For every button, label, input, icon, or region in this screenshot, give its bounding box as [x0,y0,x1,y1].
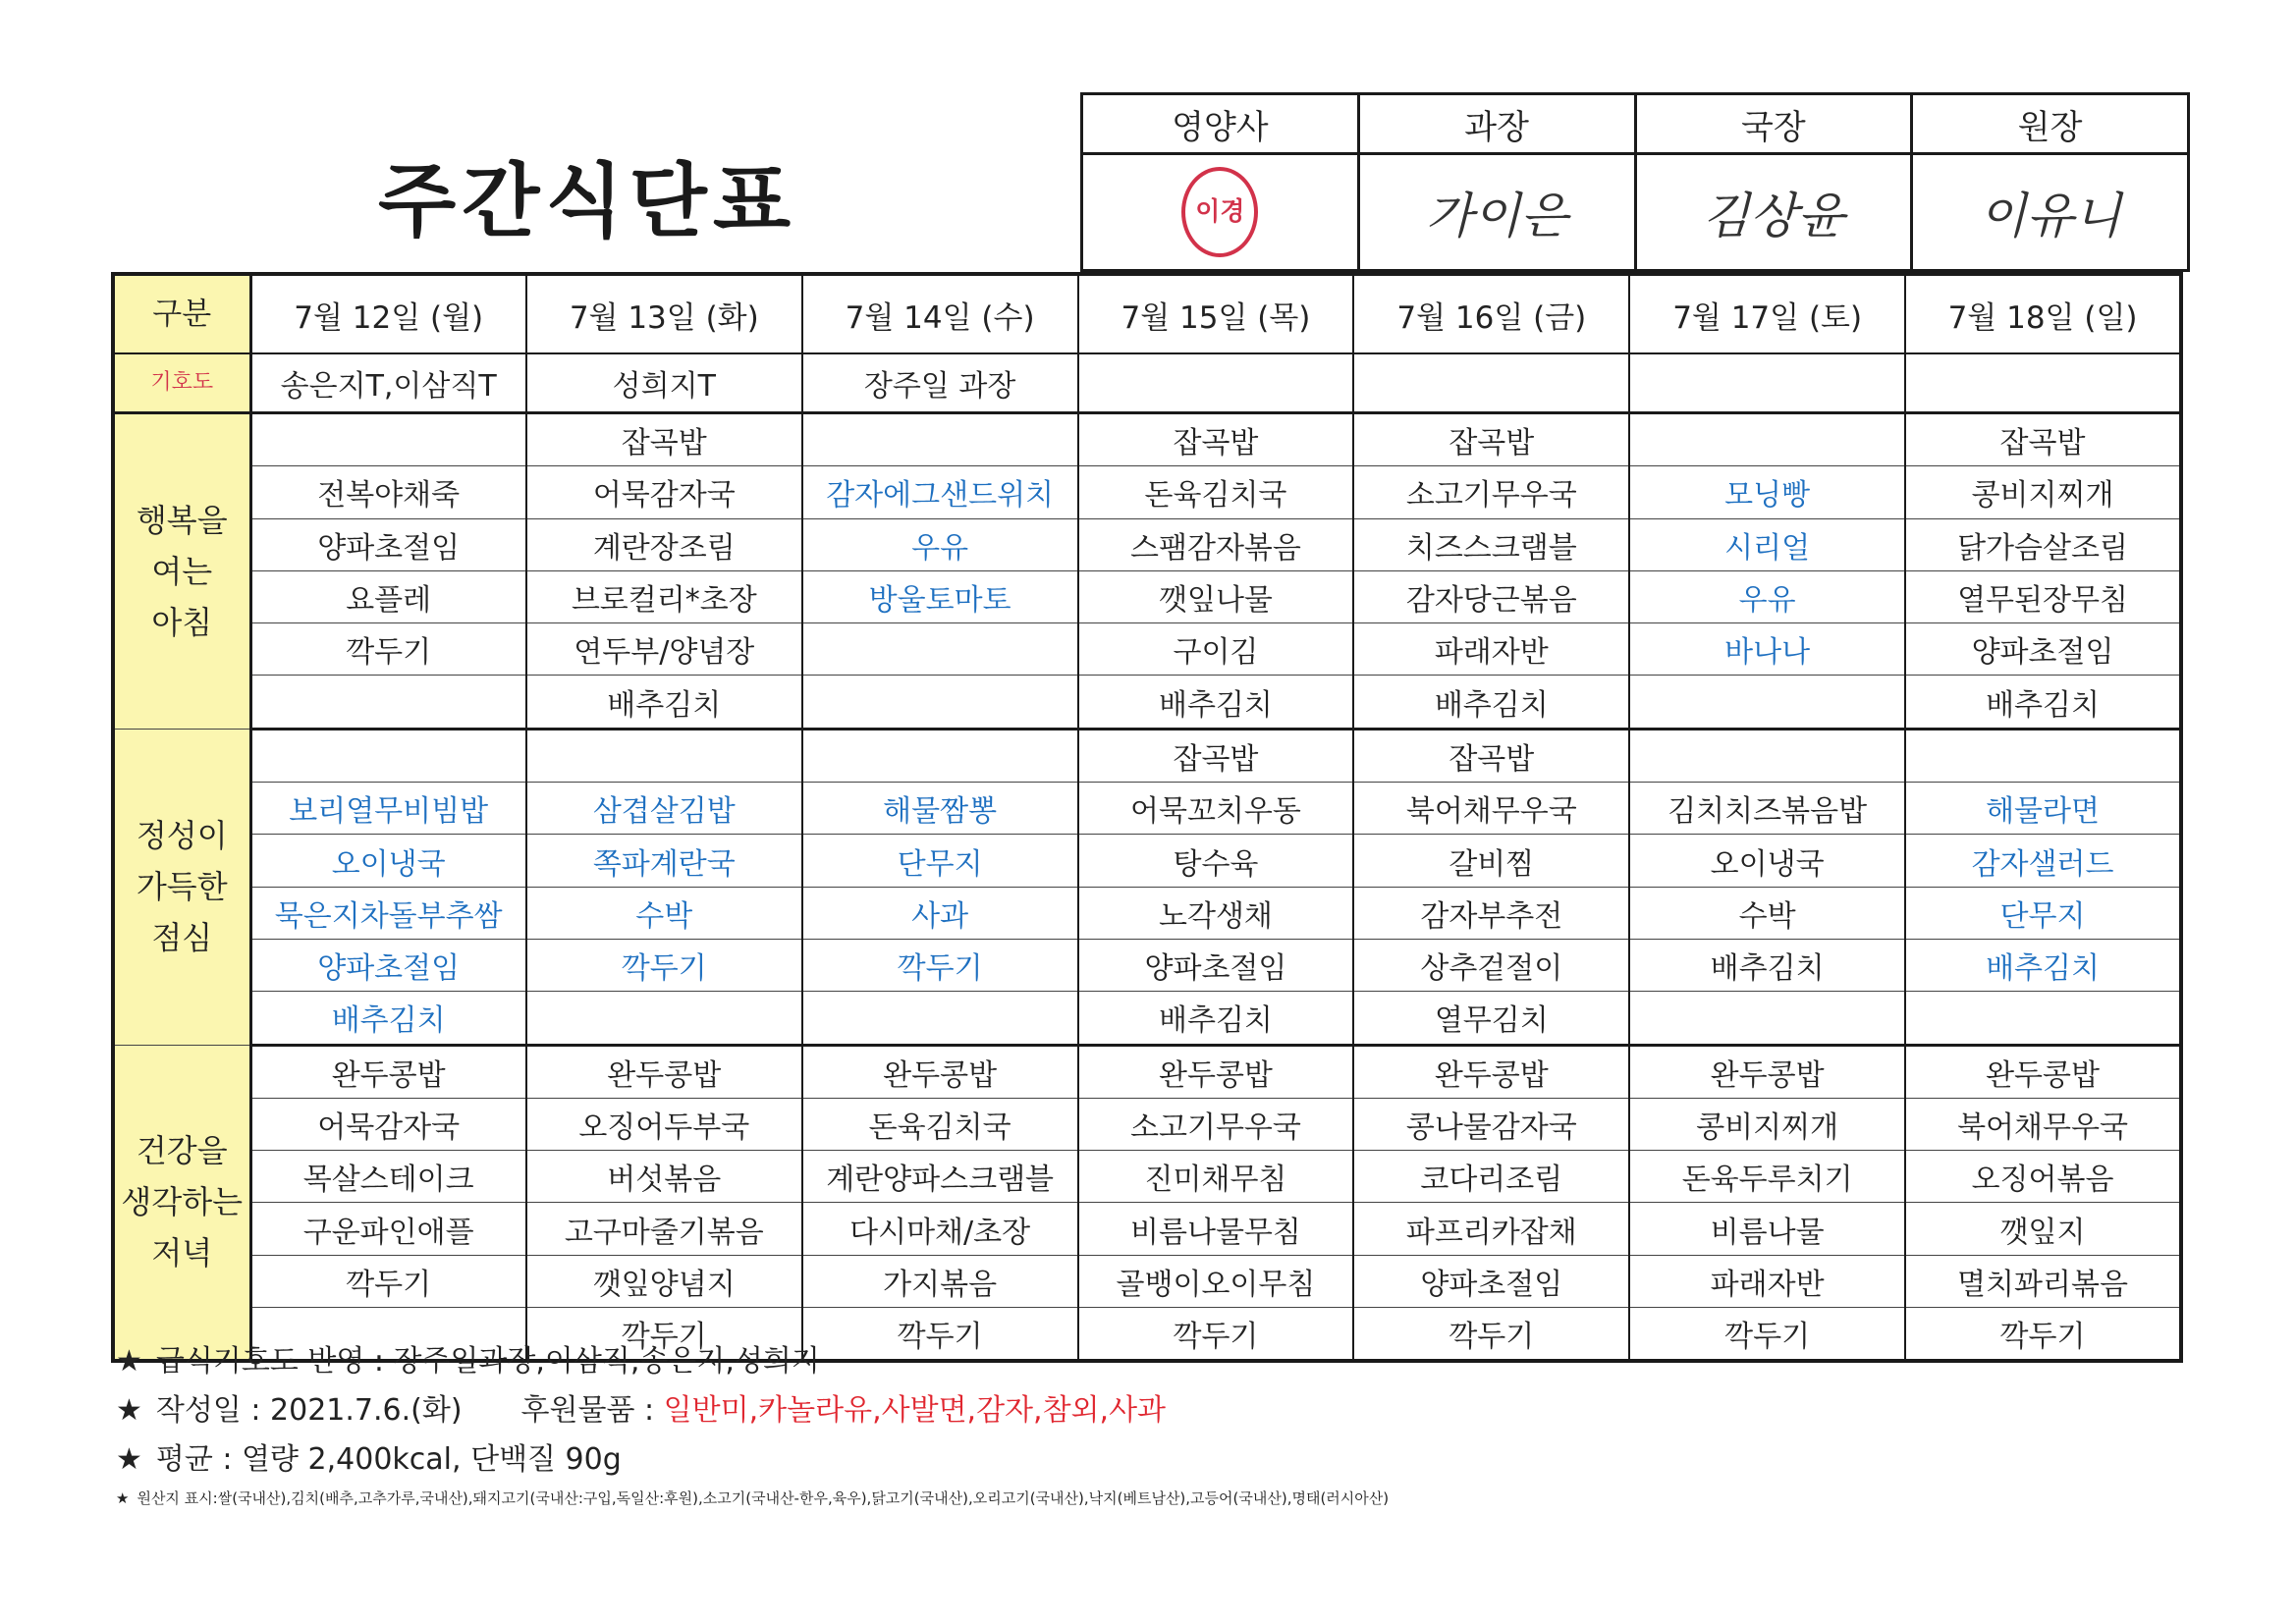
menu-item: 해물라면 [1905,783,2181,835]
breakfast-row [113,623,2181,676]
menu-item: 해물짬뽕 [802,783,1078,835]
menu-item: 오이냉국 [1629,835,1905,887]
menu-item: 배추김치 [1078,676,1354,729]
dinner-label-line: 생각하는 [121,1183,244,1221]
menu-item: 쪽파계란국 [526,835,802,887]
menu-item: 깍두기 [802,1308,1078,1362]
menu-item: 소고기무우국 [1353,466,1629,518]
notes [116,1337,1166,1485]
menu-item: 방울토마토 [802,570,1078,622]
menu-item: 어묵꼬치우동 [1078,783,1354,835]
star-icon: ★ [116,1393,142,1428]
lunch-label-line: 점심 [151,919,213,957]
menu-item: 완두콩밥 [1629,1045,1905,1098]
preference-cell: 송은지T,이삼직T [250,353,526,413]
menu-item: 오징어볶음 [1905,1151,2181,1203]
dinner-label-line: 건강을 [136,1132,228,1170]
menu-item: 계란장조림 [526,518,802,570]
preference-cell: 장주일 과장 [802,353,1078,413]
menu-item: 배추김치 [1629,939,1905,991]
menu-item [1629,992,1905,1045]
menu-item: 모닝빵 [1629,466,1905,518]
star-icon: ★ [116,1489,130,1507]
menu-item: 수박 [526,887,802,939]
menu-item: 어묵감자국 [250,1098,526,1150]
lunch-row [113,992,2181,1045]
menu-item: 가지볶음 [802,1255,1078,1307]
menu-item: 감자에그샌드위치 [802,466,1078,518]
note-preference [116,1337,1166,1386]
menu-item: 파프리카잡채 [1353,1203,1629,1255]
origin-note [116,1488,1389,1508]
menu-item [802,676,1078,729]
menu-item: 배추김치 [1905,939,2181,991]
menu-item [802,992,1078,1045]
preference-cell [1353,353,1629,413]
menu-item: 깻잎양념지 [526,1255,802,1307]
day-header: 7월 16일 (금) [1353,274,1629,353]
menu-item: 김치치즈볶음밥 [1629,783,1905,835]
dinner-row [113,1045,2181,1098]
menu-item: 배추김치 [250,992,526,1045]
menu-item: 콩나물감자국 [1353,1098,1629,1150]
preference-label: 기호도 [113,353,250,413]
menu-item [1629,676,1905,729]
menu-item: 깻잎나물 [1078,570,1354,622]
menu-item [802,729,1078,782]
menu-item: 깍두기 [1078,1308,1354,1362]
menu-item: 돈육김치국 [802,1098,1078,1150]
menu-item: 사과 [802,887,1078,939]
menu-item: 잡곡밥 [1905,413,2181,466]
star-icon: ★ [116,1344,142,1379]
menu-item: 수박 [1629,887,1905,939]
signature-scribble: 김상윤 [1702,188,1845,244]
menu-item: 완두콩밥 [526,1045,802,1098]
lunch-row [113,887,2181,939]
menu-item: 콩비지찌개 [1629,1098,1905,1150]
menu-item: 비름나물 [1629,1203,1905,1255]
menu-item: 탕수육 [1078,835,1354,887]
menu-item: 양파초절임 [1905,623,2181,676]
preference-cell [1629,353,1905,413]
category-header: 구분 [113,274,250,353]
dinner-row [113,1203,2181,1255]
menu-item [250,676,526,729]
lunch-row [113,835,2181,887]
menu-item: 파래자반 [1629,1255,1905,1307]
menu-item: 감자샐러드 [1905,835,2181,887]
menu-item [250,729,526,782]
menu-item: 잡곡밥 [1353,413,1629,466]
menu-item: 목살스테이크 [250,1151,526,1203]
menu-item: 깍두기 [526,939,802,991]
menu-item: 감자당근볶음 [1353,570,1629,622]
menu-item: 완두콩밥 [250,1045,526,1098]
menu-item: 감자부추전 [1353,887,1629,939]
menu-item: 북어채무우국 [1353,783,1629,835]
lunch-label [113,729,250,1045]
menu-item: 양파초절임 [1353,1255,1629,1307]
menu-item: 연두부/양념장 [526,623,802,676]
menu-item: 깍두기 [1905,1308,2181,1362]
lunch-label-line: 정성이 [136,817,228,855]
approval-role-manager: 과장 [1358,94,1635,154]
menu-item: 깍두기 [802,939,1078,991]
menu-item: 배추김치 [526,676,802,729]
note-average [116,1435,1166,1485]
menu-item: 우유 [1629,570,1905,622]
preference-cell [1905,353,2181,413]
nutritionist-seal [1082,154,1359,271]
menu-item: 묵은지차돌부추쌈 [250,887,526,939]
menu-item: 요플레 [250,570,526,622]
menu-item: 구이김 [1078,623,1354,676]
menu-item: 버섯볶음 [526,1151,802,1203]
signature-scribble: 가이은 [1425,188,1568,244]
preference-cell [1078,353,1354,413]
page-title: 주간식단표 [378,155,797,248]
approval-role-director: 국장 [1635,94,1912,154]
menu-item: 북어채무우국 [1905,1098,2181,1150]
menu-item: 진미채무침 [1078,1151,1354,1203]
menu-item: 깻잎지 [1905,1203,2181,1255]
day-header: 7월 18일 (일) [1905,274,2181,353]
weekly-menu-table [111,272,2183,1363]
menu-item: 돈육김치국 [1078,466,1354,518]
lunch-row [113,783,2181,835]
menu-item: 깍두기 [1629,1308,1905,1362]
menu-item: 스팸감자볶음 [1078,518,1354,570]
breakfast-row [113,518,2181,570]
menu-item: 열무된장무침 [1905,570,2181,622]
breakfast-row [113,570,2181,622]
menu-item: 깍두기 [250,623,526,676]
menu-item: 삼겹살김밥 [526,783,802,835]
day-header: 7월 12일 (월) [250,274,526,353]
menu-item: 오이냉국 [250,835,526,887]
seal-stamp: 이경 [1181,167,1258,257]
menu-item [250,413,526,466]
menu-item: 계란양파스크램블 [802,1151,1078,1203]
dinner-row [113,1098,2181,1150]
breakfast-label [113,413,250,730]
menu-item: 갈비찜 [1353,835,1629,887]
preference-cell: 성희지T [526,353,802,413]
day-header: 7월 14일 (수) [802,274,1078,353]
menu-item [526,992,802,1045]
header-row [113,274,2181,353]
signature-scribble: 이유니 [1979,188,2122,244]
breakfast-label-line: 여는 [151,552,213,590]
menu-item: 고구마줄기볶음 [526,1203,802,1255]
date-label: 작성일 : 2021.7.6.(화) [155,1393,463,1428]
lunch-row [113,729,2181,782]
menu-item: 어묵감자국 [526,466,802,518]
menu-item: 양파초절임 [250,518,526,570]
menu-item: 노각생채 [1078,887,1354,939]
breakfast-row [113,466,2181,518]
menu-item: 완두콩밥 [802,1045,1078,1098]
menu-item: 시리얼 [1629,518,1905,570]
breakfast-label-line: 아침 [151,603,213,641]
menu-item: 단무지 [1905,887,2181,939]
donation-label: 후원물품 : [520,1393,655,1428]
menu-item: 돈육두루치기 [1629,1151,1905,1203]
menu-item [1905,729,2181,782]
approval-role-nutritionist: 영양사 [1082,94,1359,154]
menu-item: 깍두기 [1353,1308,1629,1362]
head-signature [1912,154,2189,271]
note-date [116,1386,1166,1435]
menu-item: 잡곡밥 [526,413,802,466]
preference-note: 급식기호도 반영 : 장주일과장,이삼직,송은지,성희지 [155,1344,820,1379]
approval-box [1080,92,2190,272]
menu-item: 배추김치 [1078,992,1354,1045]
menu-item: 단무지 [802,835,1078,887]
day-header: 7월 17일 (토) [1629,274,1905,353]
menu-item: 파래자반 [1353,623,1629,676]
menu-item: 오징어두부국 [526,1098,802,1150]
menu-item: 닭가슴살조림 [1905,518,2181,570]
menu-item [1629,729,1905,782]
menu-item: 멸치꽈리볶음 [1905,1255,2181,1307]
menu-item: 잡곡밥 [1078,413,1354,466]
lunch-row [113,939,2181,991]
menu-item: 우유 [802,518,1078,570]
menu-item: 소고기무우국 [1078,1098,1354,1150]
menu-item: 콩비지찌개 [1905,466,2181,518]
menu-item: 양파초절임 [1078,939,1354,991]
menu-item [802,413,1078,466]
menu-item: 완두콩밥 [1905,1045,2181,1098]
dinner-label-line: 저녁 [151,1234,213,1272]
approval-role-head: 원장 [1912,94,2189,154]
menu-item: 다시마채/초장 [802,1203,1078,1255]
dinner-label [113,1045,250,1361]
manager-signature [1358,154,1635,271]
menu-item: 전복야채죽 [250,466,526,518]
menu-item: 코다리조림 [1353,1151,1629,1203]
star-icon: ★ [116,1442,142,1477]
menu-item: 배추김치 [1905,676,2181,729]
average-nutrition: 평균 : 열량 2,400kcal, 단백질 90g [155,1442,622,1477]
menu-item: 잡곡밥 [1078,729,1354,782]
day-header: 7월 13일 (화) [526,274,802,353]
dinner-row [113,1255,2181,1307]
donation-items: 일반미,카놀라유,사발면,감자,참외,사과 [663,1393,1167,1428]
menu-item: 브로컬리*초장 [526,570,802,622]
menu-item: 배추김치 [1353,676,1629,729]
menu-item [802,623,1078,676]
director-signature [1635,154,1912,271]
menu-item: 골뱅이오이무침 [1078,1255,1354,1307]
menu-item: 완두콩밥 [1078,1045,1354,1098]
menu-item [526,729,802,782]
menu-item [1905,992,2181,1045]
menu-item: 잡곡밥 [1353,729,1629,782]
menu-item [1629,413,1905,466]
menu-item: 깍두기 [526,1308,802,1362]
menu-item: 열무김치 [1353,992,1629,1045]
menu-item: 양파초절임 [250,939,526,991]
origin-text: 원산지 표시:쌀(국내산),김치(배추,고추가루,국내산),돼지고기(국내산:구입,독일산:후원),소고기(국내산-한우,육우),닭고기(국내산),오리고기(국내산),낙지(베트남산),고등어(국내산),명태(러시아산) [137,1489,1390,1507]
dinner-row [113,1151,2181,1203]
lunch-label-line: 가득한 [136,868,228,906]
menu-item: 깍두기 [250,1255,526,1307]
breakfast-label-line: 행복을 [136,501,228,539]
breakfast-row [113,676,2181,729]
menu-item: 바나나 [1629,623,1905,676]
breakfast-row [113,413,2181,466]
preference-row [113,353,2181,413]
menu-item: 구운파인애플 [250,1203,526,1255]
menu-item: 보리열무비빔밥 [250,783,526,835]
menu-item: 상추겉절이 [1353,939,1629,991]
menu-item: 비름나물무침 [1078,1203,1354,1255]
menu-item: 완두콩밥 [1353,1045,1629,1098]
menu-item: 치즈스크램블 [1353,518,1629,570]
day-header: 7월 15일 (목) [1078,274,1354,353]
